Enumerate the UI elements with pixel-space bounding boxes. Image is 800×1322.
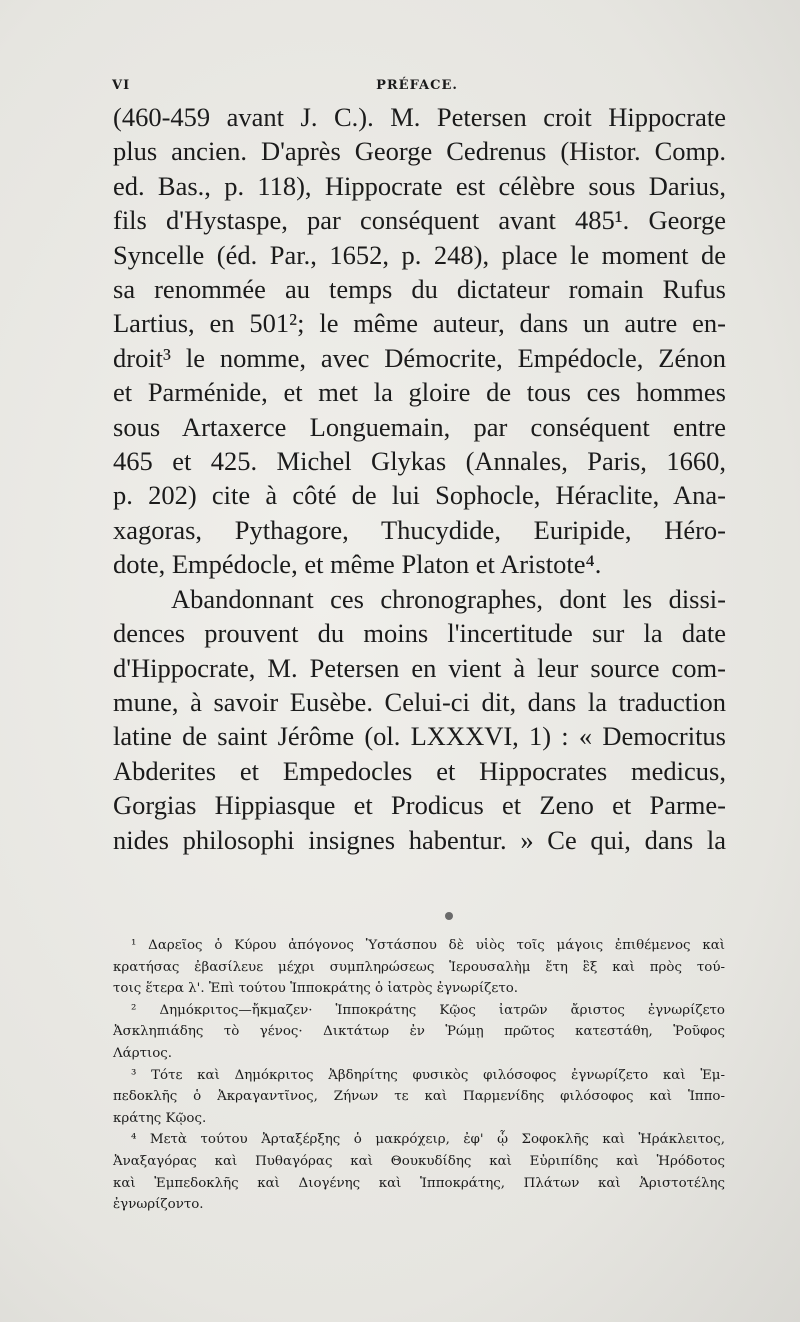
footnote-line: τοις ἕτερα λ'. Ἐπὶ τούτου Ἱπποκράτης ὁ ἰατρὸς ἐγνωρίζετο.	[113, 981, 519, 997]
page-number: VI	[112, 78, 131, 93]
footnote-line: καὶ Ἐμπεδοκλῆς καὶ Διογένης καὶ Ἱπποκράτης, Πλάτων καὶ Ἀριστοτέλης	[113, 1175, 725, 1191]
text-line: latine de saint Jérôme (ol. LXXXVI, 1) : « Democritus	[113, 721, 726, 752]
footnote-line: ἐγνωρίζοντο.	[113, 1197, 204, 1213]
text-line: sous Artaxerce Longuemain, par conséquent entre	[113, 411, 726, 442]
text-line: p. 202) cite à côté de lui Sophocle, Héraclite, Ana-	[113, 480, 726, 511]
text-line: nides philosophi insignes habentur. » Ce qui, dans la	[113, 824, 726, 855]
text-line: Abderites et Empedocles et Hippocrates medicus,	[113, 755, 726, 786]
text-line: fils d'Hystaspe, par conséquent avant 485¹. George	[113, 205, 726, 236]
footnote-line: Ἀναξαγόρας καὶ Πυθαγόρας καὶ Θουκυδίδης καὶ Εὐριπίδης καὶ Ἡρόδοτος	[113, 1153, 725, 1169]
text-line: ed. Bas., p. 118), Hippocrate est célèbre sous Darius,	[113, 170, 726, 201]
footnote-line: κρατήσας ἐβασίλευε μέχρι συμπληρώσεως Ἱερουσαλὴμ ἔτη ἓξ καὶ πρὸς τού-	[113, 959, 725, 975]
text-line: Abandonnant ces chronographes, dont les dissi-	[171, 583, 726, 614]
running-title: PRÉFACE.	[376, 78, 458, 93]
text-line: mune, à savoir Eusèbe. Celui-ci dit, dans la traduction	[113, 686, 726, 717]
footnote-1	[113, 935, 725, 1000]
text-line: Lartius, en 501²; le même auteur, dans un autre en-	[113, 308, 726, 339]
footnote-2	[113, 1000, 725, 1065]
paragraph	[113, 100, 726, 547]
text-line: et Parménide, et met la gloire de tous ces hommes	[113, 377, 726, 408]
footnotes	[113, 935, 725, 1216]
footnote-line: ¹ Δαρεῖος ὁ Κύρου ἀπόγονος Ὑστάσπου δὲ υἱὸς τοῖς μάγοις ἐπιθέμενος καὶ	[131, 938, 725, 953]
body-text	[113, 100, 726, 857]
text-line: sa renommée au temps du dictateur romain Rufus	[113, 274, 726, 305]
footnote-line: πεδοκλῆς ὁ Ἀκραγαντῖνος, Ζήνων τε καὶ Παρμενίδης φιλόσοφος καὶ Ἱππο-	[113, 1089, 725, 1105]
paragraph	[113, 582, 726, 857]
footnote-line: ⁴ Μετὰ τούτου Ἀρταξέρξης ὁ μακρόχειρ, ἐφ' ᾧ Σοφοκλῆς καὶ Ἡράκλειτος,	[131, 1132, 725, 1148]
footnote-line: Ἀσκληπιάδης τὸ γένος· Δικτάτωρ ἐν Ῥώμῃ πρῶτος κατεστάθη, Ῥοῦφος	[113, 1024, 725, 1040]
footnote-line: Λάρτιος.	[113, 1045, 173, 1061]
text-line: Gorgias Hippiasque et Prodicus et Zeno et Parme-	[113, 790, 726, 821]
footnote-3	[113, 1065, 725, 1130]
footnote-line: ³ Τότε καὶ Δημόκριτος Ἀβδηρίτης φυσικὸς φιλόσοφος ἐγνωρίζετο καὶ Ἐμ-	[131, 1067, 725, 1083]
text-line: d'Hippocrate, M. Petersen en vient à leur source com-	[113, 652, 726, 683]
text-line: plus ancien. D'après George Cedrenus (Histor. Comp.	[113, 136, 726, 167]
text-line: Syncelle (éd. Par., 1652, p. 248), place le moment de	[113, 239, 726, 270]
footnote-line: ² Δημόκριτος—ἤκμαζεν· Ἱπποκράτης Κῷος ἰατρῶν ἄριστος ἐγνωρίζετο	[131, 1002, 725, 1018]
text-line: (460-459 avant J. C.). M. Petersen croit Hippocrate	[113, 102, 726, 132]
running-head	[112, 78, 722, 98]
text-line: dences prouvent du moins l'incertitude sur la date	[113, 618, 726, 649]
footnote-4	[113, 1129, 725, 1215]
paragraph-end	[113, 547, 726, 581]
footnote-line: κράτης Κῷος.	[113, 1110, 207, 1126]
text-line: dote, Empédocle, et même Platon et Aristote⁴.	[113, 549, 602, 580]
text-line: 465 et 425. Michel Glykas (Annales, Paris, 1660,	[113, 446, 726, 477]
text-line: xagoras, Pythagore, Thucydide, Euripide, Héro-	[113, 514, 726, 545]
text-line: droit³ le nomme, avec Démocrite, Empédocle, Zénon	[113, 342, 726, 373]
separator-mark	[445, 912, 453, 920]
